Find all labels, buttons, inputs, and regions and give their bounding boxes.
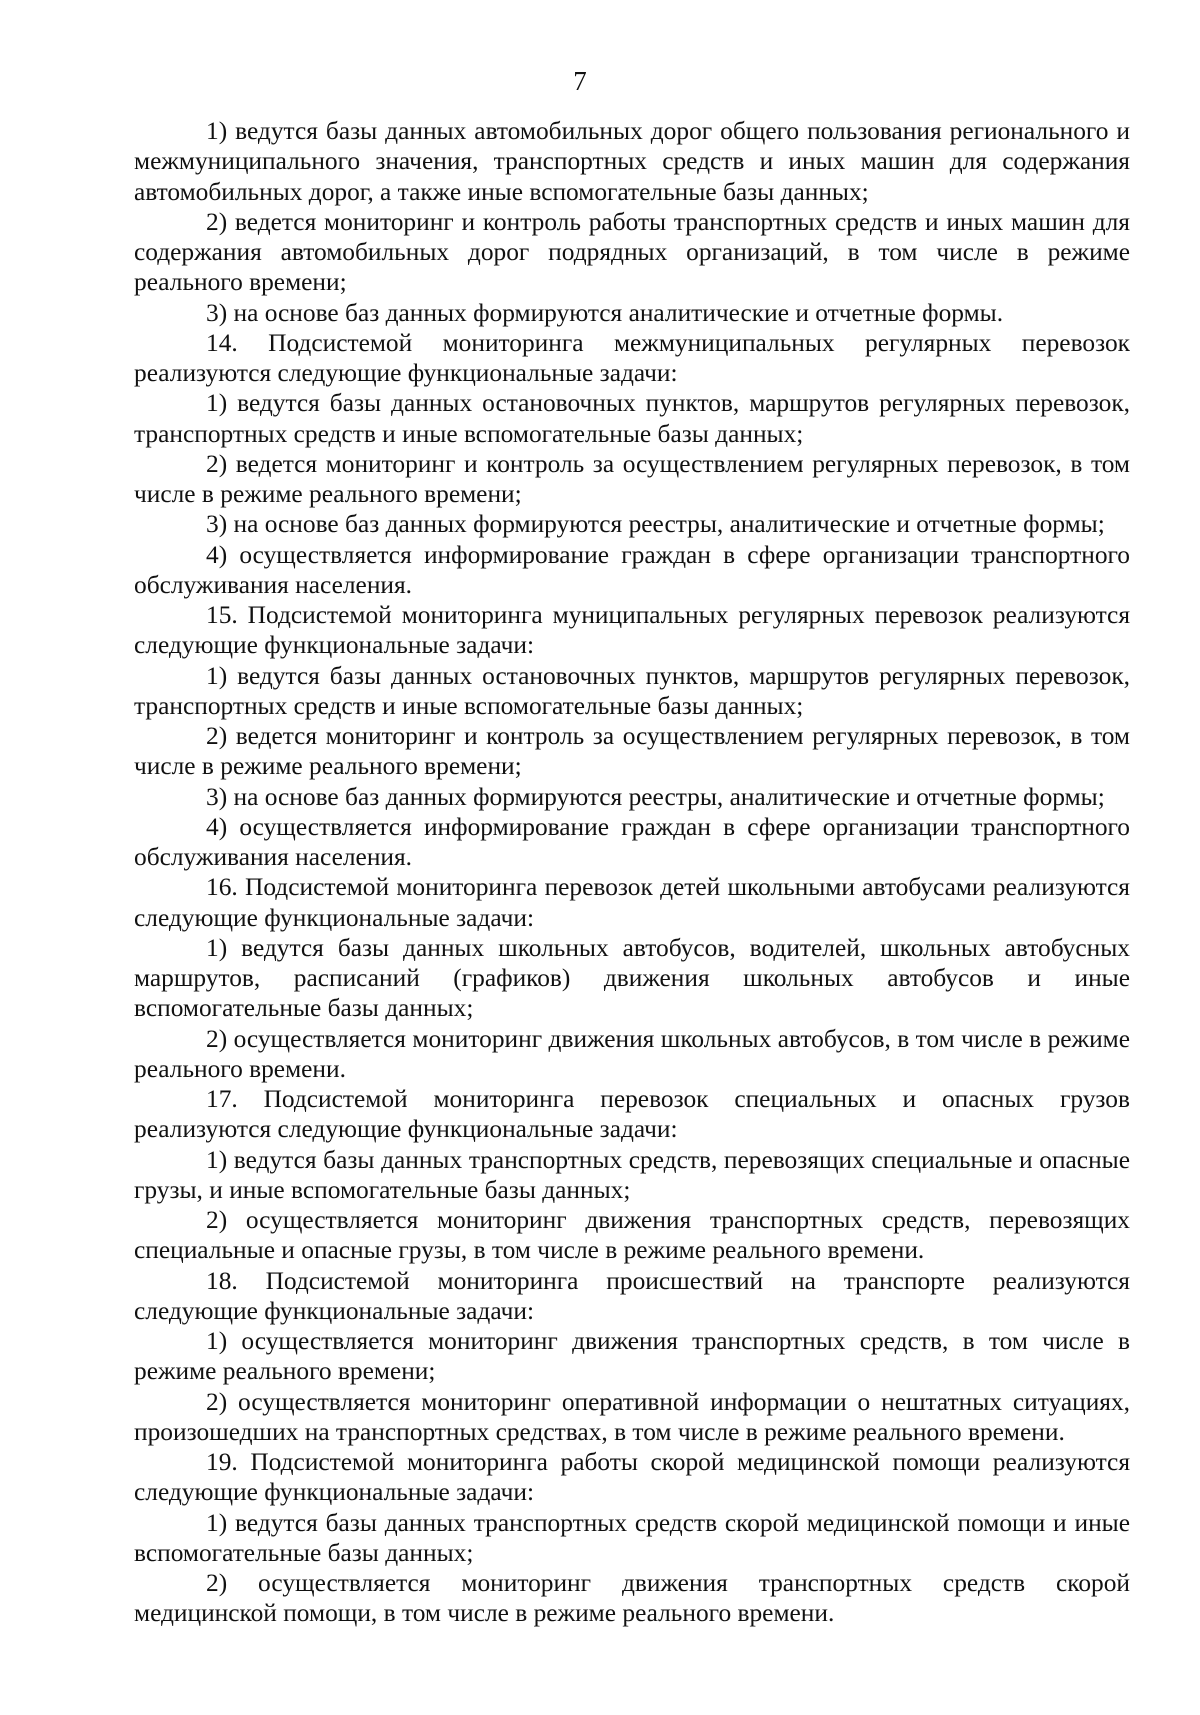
section-16-item-2: 2) осуществляется мониторинг движения школьных автобусов, в том числе в режиме реального времени. <box>134 1024 1130 1083</box>
section-16-heading: 16. Подсистемой мониторинга перевозок детей школьными автобусами реализуются следующие функциональные задачи: <box>134 873 1130 932</box>
section-14-item-3: 3) на основе баз данных формируются реестры, аналитические и отчетные формы; <box>206 510 1105 539</box>
paragraph-13-item-3: 3) на основе баз данных формируются аналитические и отчетные формы. <box>206 298 1004 327</box>
section-15-item-4: 4) осуществляется информирование граждан в сфере организации транспортного обслуживания населения. <box>134 812 1130 871</box>
page-number: 7 <box>573 66 587 96</box>
section-18-heading: 18. Подсистемой мониторинга происшествий на транспорте реализуются следующие функциональные задачи: <box>134 1266 1130 1325</box>
paragraph-13-item-1: 1) ведутся базы данных автомобильных дорог общего пользования регионального и межмуниципального значения, транспортных средств и иных машин для содержания автомобильных дорог, а также иные вспомогательные базы данных; <box>134 117 1130 206</box>
section-15-item-2: 2) ведется мониторинг и контроль за осуществлением регулярных перевозок, в том числе в режиме реального времени; <box>134 722 1130 781</box>
section-17-item-1: 1) ведутся базы данных транспортных средств, перевозящих специальные и опасные грузы, и иные вспомогательные базы данных; <box>134 1145 1130 1204</box>
section-14-item-2: 2) ведется мониторинг и контроль за осуществлением регулярных перевозок, в том числе в режиме реального времени; <box>134 449 1130 508</box>
section-19-item-1: 1) ведутся базы данных транспортных средств скорой медицинской помощи и иные вспомогательные базы данных; <box>134 1508 1130 1567</box>
document-body <box>134 116 1130 1629</box>
section-15-heading: 15. Подсистемой мониторинга муниципальных регулярных перевозок реализуются следующие функциональные задачи: <box>134 601 1130 660</box>
section-16-item-1: 1) ведутся базы данных школьных автобусов, водителей, школьных автобусных маршрутов, расписаний (графиков) движения школьных автобусов и иные вспомогательные базы данных; <box>134 933 1130 1023</box>
section-19-heading: 19. Подсистемой мониторинга работы скорой медицинской помощи реализуются следующие функциональные задачи: <box>134 1448 1130 1507</box>
section-17-item-2: 2) осуществляется мониторинг движения транспортных средств, перевозящих специальные и опасные грузы, в том числе в режиме реального времени. <box>134 1206 1130 1265</box>
section-19-item-2: 2) осуществляется мониторинг движения транспортных средств скорой медицинской помощи, в том числе в режиме реального времени. <box>134 1569 1130 1628</box>
section-14-heading: 14. Подсистемой мониторинга межмуниципальных регулярных перевозок реализуются следующие функциональные задачи: <box>134 328 1130 387</box>
section-18-item-2: 2) осуществляется мониторинг оперативной информации о нештатных ситуациях, произошедших на транспортных средствах, в том числе в режиме реального времени. <box>134 1387 1130 1446</box>
paragraph-13-item-2: 2) ведется мониторинг и контроль работы транспортных средств и иных машин для содержания автомобильных дорог подрядных организаций, в том числе в режиме реального времени; <box>134 207 1130 297</box>
section-15-item-1: 1) ведутся базы данных остановочных пунктов, маршрутов регулярных перевозок, транспортных средств и иные вспомогательные базы данных; <box>134 661 1130 720</box>
section-14-item-1: 1) ведутся базы данных остановочных пунктов, маршрутов регулярных перевозок, транспортных средств и иные вспомогательные базы данных; <box>134 389 1130 448</box>
section-17-heading: 17. Подсистемой мониторинга перевозок специальных и опасных грузов реализуются следующие функциональные задачи: <box>134 1085 1130 1144</box>
section-15-item-3: 3) на основе баз данных формируются реестры, аналитические и отчетные формы; <box>206 782 1105 811</box>
section-18-item-1: 1) осуществляется мониторинг движения транспортных средств, в том числе в режиме реального времени; <box>134 1327 1130 1386</box>
section-14-item-4: 4) осуществляется информирование граждан в сфере организации транспортного обслуживания населения. <box>134 540 1130 599</box>
